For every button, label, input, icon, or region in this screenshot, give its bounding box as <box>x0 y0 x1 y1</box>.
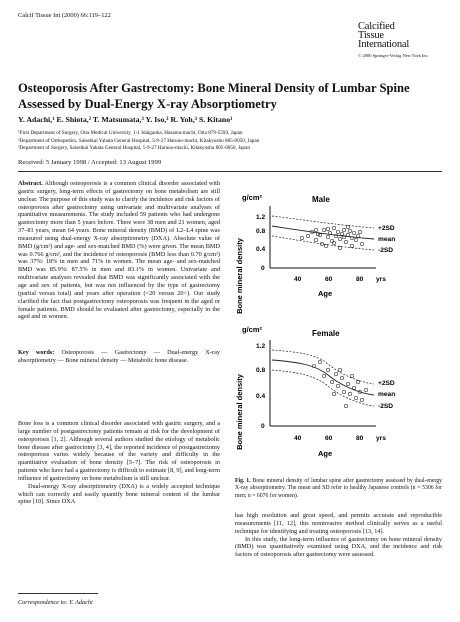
female-data-point <box>339 369 342 372</box>
female-minus2sd-label: -2SD <box>378 403 394 410</box>
female-mean-label: mean <box>378 391 396 398</box>
male-data-point <box>323 229 326 232</box>
male-data-point <box>341 233 344 236</box>
affiliations <box>18 130 448 153</box>
female-data-point <box>333 393 336 396</box>
male-mean-label: mean <box>378 236 396 243</box>
male-data-point <box>333 227 336 230</box>
male-data-point <box>325 245 328 248</box>
male-x-unit: yrs <box>376 276 386 283</box>
female-ytick: 0.8 <box>256 367 266 374</box>
female-data-point <box>319 361 322 364</box>
female-plus2sd-line <box>272 350 374 384</box>
female-x-unit: yrs <box>376 435 386 442</box>
male-ytick: 0.8 <box>256 228 266 235</box>
female-y-axis-label: Bone mineral density <box>235 374 244 450</box>
keywords-label: Key words: <box>18 349 55 356</box>
abstract <box>18 180 220 321</box>
header-divider <box>18 171 442 172</box>
male-data-point <box>355 239 358 242</box>
male-y-axis-label: Bone mineral density <box>235 238 244 314</box>
logo-line-1: Calcified <box>358 21 395 32</box>
body-paragraph: In this study, the long-term influence of gastrectomy on bone mineral density (BMD) was quantitatively examined using DXA, and the incidence and risk factors of osteoporosis after gastrectomy were assessed. <box>235 535 442 559</box>
body-paragraph: Bone loss is a common clinical disorder associated with gastric surgery, and a large number of postgastrectomy patients remain at risk for the development of osteoporosis [1, 2]. Although several authors studied the etiology of metabolic bone disease after gastrectomy [3, 4], the reported incidence of postgastrectomy osteoporosis varies widely because of the variety and difficulty in the quantitative evaluation of bone density [5–7]. The risk of osteoporosis in patients who have had a gastrectomy is difficult to estimate [8, 9], and long-term influence of gastrectomy on bone metabolism is still unclear. <box>18 420 220 482</box>
figure-1 <box>228 186 448 476</box>
abstract-text: Although osteoporosis is a common clinical disorder associated with gastric surgery, long-term effects of gastrectomy on bone metabolism are still unclear. The purpose of this study was to clarify the incidence and risk factors of osteoporosis after gastrectomy using univariate and multivariate analyses of quantitative measurements. The study included 59 patients who had undergone gastrectomy more than 5 years before. There were 38 men and 21 women, aged 37–81 years, mean 64 years. Bone mineral density (BMD) of L2–L4 spine was measured using dual-energy X-ray absorptiometry (DXA). Absolute value of BMD (g/cm²) and age- and sex-matched BMD (%) were given. The mean BMD was 0.766 g/cm², and the incidence of osteoporosis (BMD less than 0.70 g/cm²) was 37%: 18% in men and 71% in women. The mean age- and sex-matched BMD was 85.9%: 87.5% in men and 83.1% in women. Univariate and multivariate analyses revealed that BMD was significantly associated with the age and sex of patients, but was not influenced by the type of gastrectomy (partial versus total) and years after operation (<20 versus 20<). Our study clarified the fact that postgastrectomy osteoporosis was frequent in the aged or female patients. BMD should be evaluated after gastrectomy, especially in the aged and in women. <box>18 180 220 321</box>
abstract-label: Abstract. <box>18 180 43 187</box>
female-panel <box>235 325 395 458</box>
female-data-points <box>313 361 368 408</box>
male-data-point <box>349 230 352 233</box>
male-panel-title: Male <box>312 195 330 204</box>
male-data-point <box>351 245 354 248</box>
female-data-point <box>345 405 348 408</box>
male-data-point <box>357 235 360 238</box>
female-data-point <box>347 383 350 386</box>
male-data-point <box>359 231 362 234</box>
caption-text: Bone mineral density of lumbar spine after gastrectomy assessed by dual-energy X-ray absorptiometry. The mean and SD refer to healthy Japanese controls (n = 5306 for men; n = 6076 for women). <box>235 478 442 499</box>
figure-caption <box>235 478 442 500</box>
journal-reference: Calcif Tissue Int (2000) 66:119–122 <box>18 12 111 19</box>
female-data-point <box>353 387 356 390</box>
body-paragraph: has high resolution and great speed, and permits accurate and reproducible measurements [11, 12], this noninvasive method clinically serves as a useful technique for identifying and treating osteoporosis [13, 14]. <box>235 512 442 535</box>
correspondence-label: Correspondence to: <box>18 599 68 606</box>
female-ytick: 1.2 <box>256 343 266 350</box>
female-data-point <box>351 375 354 378</box>
male-xtick: 60 <box>325 276 333 283</box>
male-data-point <box>337 231 340 234</box>
male-data-point <box>307 235 310 238</box>
male-data-point <box>315 229 318 232</box>
female-data-point <box>349 393 352 396</box>
female-data-point <box>365 389 368 392</box>
female-data-point <box>361 399 364 402</box>
male-data-point <box>347 226 350 229</box>
female-plus2sd-label: +2SD <box>378 380 395 387</box>
female-data-point <box>343 391 346 394</box>
received-date: Received: 5 January 1998 / Accepted: 13 August 1999 <box>18 159 162 166</box>
female-data-point <box>335 373 338 376</box>
male-data-point <box>361 243 364 246</box>
male-ytick: 0.4 <box>256 246 266 253</box>
male-minus2sd-label: -2SD <box>378 247 394 254</box>
affiliation-1: ¹First Department of Surgery, Oita Medical University, 1-1 Idaigaoka, Hasama-machi, Oita 879-5593, Japan <box>18 130 243 136</box>
logo-line-2: Tissue <box>358 30 384 41</box>
affiliation-2: ²Department of Orthopedics, Saiseikai Yahata General Hospital, 5-9-27 Haruno-machi, Kitakyushu 805-0050, Japan <box>18 137 260 144</box>
male-ytick: 0 <box>261 265 265 272</box>
correspondence-name: Y. Adachi <box>69 599 93 606</box>
footnote-divider <box>18 593 98 594</box>
female-xtick: 80 <box>356 435 364 442</box>
female-ytick: 0 <box>261 423 265 430</box>
female-ytick: 0.4 <box>256 393 266 400</box>
keywords <box>18 349 220 365</box>
male-xtick: 40 <box>294 276 302 283</box>
male-panel <box>235 193 395 314</box>
female-unit-label: g/cm² <box>242 325 263 334</box>
journal-logo <box>358 22 448 58</box>
male-data-point <box>301 237 304 240</box>
female-data-point <box>337 385 340 388</box>
male-plus2sd-label: +2SD <box>378 225 395 232</box>
keywords-text: Osteoporosis — Gastrectomy — Dual-energy X-ray absorptiometry — Bone mineral density — Metabolic bone disease. <box>18 349 220 364</box>
female-data-point <box>357 381 360 384</box>
caption-label: Fig. 1. <box>235 478 251 484</box>
female-xtick: 60 <box>325 435 333 442</box>
male-data-point <box>339 247 342 250</box>
body-left <box>18 420 220 506</box>
article-title: Osteoporosis After Gastrectomy: Bone Mineral Density of Lumbar Spine Assessed by Dual-Energy X-ray Absorptiometry <box>18 81 410 111</box>
correspondence <box>18 599 93 606</box>
male-data-point <box>315 239 318 242</box>
male-ytick: 1.2 <box>256 214 266 221</box>
authors: Y. Adachi,¹ E. Shiota,² T. Matsumata,³ Y. Iso,³ R. Yoh,³ S. Kitano¹ <box>18 115 233 124</box>
male-data-point <box>327 228 330 231</box>
male-xtick: 80 <box>356 276 364 283</box>
male-data-point <box>343 229 346 232</box>
male-data-point <box>339 238 342 241</box>
female-data-point <box>355 397 358 400</box>
female-panel-title: Female <box>312 329 340 338</box>
male-x-axis-label: Age <box>318 289 333 298</box>
logo-line-3: International <box>358 39 410 50</box>
affiliation-3: ³Department of Surgery, Saiseikai Yahata General Hospital, 5-9-27 Haruno-machi, Kitakyushu 805-0050, Japan <box>18 145 250 152</box>
female-data-point <box>327 369 330 372</box>
body-right <box>235 512 442 559</box>
female-x-axis-label: Age <box>318 449 333 458</box>
female-xtick: 40 <box>294 435 302 442</box>
female-data-point <box>341 377 344 380</box>
male-unit-label: g/cm² <box>242 193 263 202</box>
copyright: © 2000 Springer-Verlag New York Inc. <box>358 53 429 58</box>
male-data-point <box>345 241 348 244</box>
body-paragraph: Dual-energy X-ray absorptiometry (DXA) is a widely accepted technique which can correctly and easily quantify bone mineral content of the lumbar spine [10]. Since DXA <box>18 482 220 506</box>
female-data-point <box>323 375 326 378</box>
male-data-point <box>353 232 356 235</box>
female-data-point <box>331 381 334 384</box>
male-plus2sd-line <box>272 216 374 228</box>
male-data-point <box>327 236 330 239</box>
